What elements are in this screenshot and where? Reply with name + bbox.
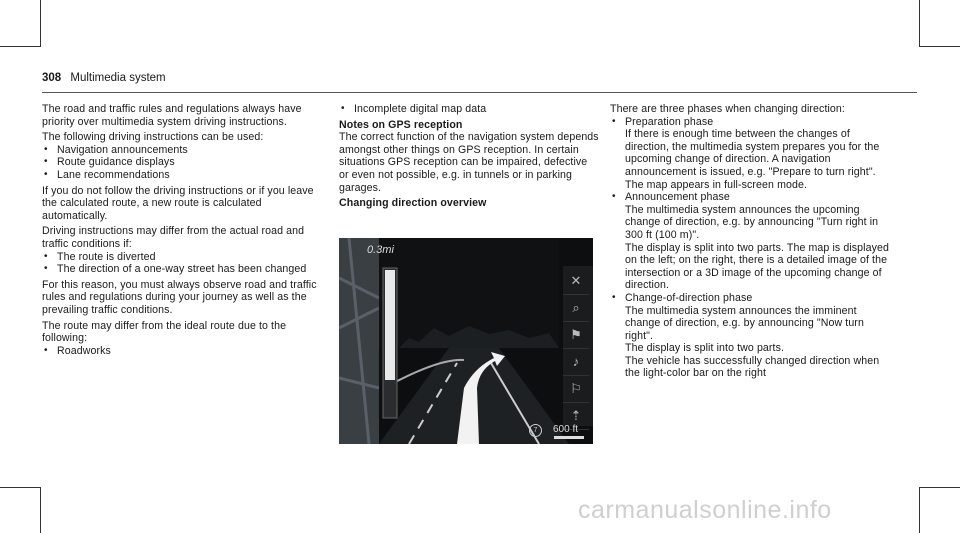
map-scale-label: 600 ft xyxy=(553,424,579,435)
list-item-title: • Change-of-direction phase xyxy=(610,292,890,305)
paragraph: If you do not follow the driving instructions or if you leave the calculated route, a new route is calculated automatically. xyxy=(42,184,314,222)
paragraph: The map appears in full-screen mode. xyxy=(625,178,808,191)
list-item-title: • Announcement phase xyxy=(610,191,890,204)
section-title: Multimedia system xyxy=(70,72,166,84)
flag-icon[interactable]: ⚑ xyxy=(563,322,589,349)
route-number-badge: 7 xyxy=(529,424,542,437)
close-icon[interactable]: ✕ xyxy=(563,268,589,295)
intersection-graphic xyxy=(339,238,593,444)
paragraph: The vehicle has successfully changed direction when the light-color bar on the right xyxy=(625,354,880,380)
navigation-screenshot xyxy=(339,238,593,444)
list-item: • Navigation announcements xyxy=(42,144,324,157)
crop-mark xyxy=(919,487,960,488)
paragraph: The following driving instructions can be used: xyxy=(42,131,264,144)
page-number: 308 xyxy=(42,72,62,84)
paragraph: The correct function of the navigation system depends amongst other things on GPS reception. In certain situations GPS reception can be impaired, defective or even not possible, e.g. in tunnels or in parking garages. xyxy=(339,131,599,194)
section-heading: Changing direction overview xyxy=(339,197,487,210)
destination-flag-icon[interactable]: ⚐ xyxy=(563,376,589,403)
zoom-icon[interactable]: ⌕ xyxy=(563,295,589,322)
paragraph: Driving instructions may differ from the actual road and traffic conditions if: xyxy=(42,225,305,250)
header-divider xyxy=(42,92,917,93)
crop-mark xyxy=(0,487,41,488)
paragraph: The multimedia system announces the imminent change of direction, e.g. by announcing "Now turn right". xyxy=(625,304,864,342)
list-item: • Incomplete digital map data xyxy=(339,103,599,116)
crop-mark xyxy=(919,487,920,533)
watermark: carmanualsonline.info xyxy=(578,496,832,524)
list-item: • The route is diverted xyxy=(42,251,324,264)
column-2 xyxy=(339,103,599,210)
list-item: • The direction of a one-way street has been changed xyxy=(42,263,324,276)
distance-label: 0.3mi xyxy=(367,244,394,256)
paragraph: For this reason, you must always observe road and traffic rules and regulations during your journey as well as the prevailing traffic conditions. xyxy=(42,278,317,316)
list-item: • Lane recommendations xyxy=(42,169,324,182)
page-header xyxy=(42,72,166,84)
crop-mark xyxy=(919,0,920,47)
paragraph: The route may differ from the ideal route due to the following: xyxy=(42,319,287,345)
column-3 xyxy=(610,103,890,380)
crop-mark xyxy=(40,0,41,47)
crop-mark xyxy=(0,46,41,47)
paragraph: The multimedia system announces the upcoming change of direction, e.g. by announcing "Turn right in 300 ft (100 m)". xyxy=(625,203,879,241)
crop-mark xyxy=(40,487,41,533)
map-toolbar xyxy=(563,268,589,430)
column-1 xyxy=(42,103,324,357)
section-heading: Notes on GPS reception xyxy=(339,118,463,131)
paragraph: The road and traffic rules and regulations always have priority over multimedia system driving instructions. xyxy=(42,103,302,128)
audio-icon[interactable]: ♪ xyxy=(563,349,589,376)
paragraph: The display is split into two parts. xyxy=(625,342,785,355)
list-item: • Roadworks xyxy=(42,345,324,358)
crop-mark xyxy=(919,46,960,47)
route-icon[interactable]: ⇡ xyxy=(563,403,589,430)
paragraph: The display is split into two parts. The map is displayed on the left; on the right, there is a detailed image of the intersection or a 3D image of the upcoming change of direction. xyxy=(625,241,889,292)
list-item: • Route guidance displays xyxy=(42,156,324,169)
paragraph: There are three phases when changing direction: xyxy=(610,103,845,115)
paragraph: If there is enough time between the changes of direction, the multimedia system prepares you for the upcoming change of direction. A navigation announcement is issued, e.g. "Prepare to turn right". xyxy=(625,128,880,178)
list-item-title: • Preparation phase xyxy=(610,116,890,129)
